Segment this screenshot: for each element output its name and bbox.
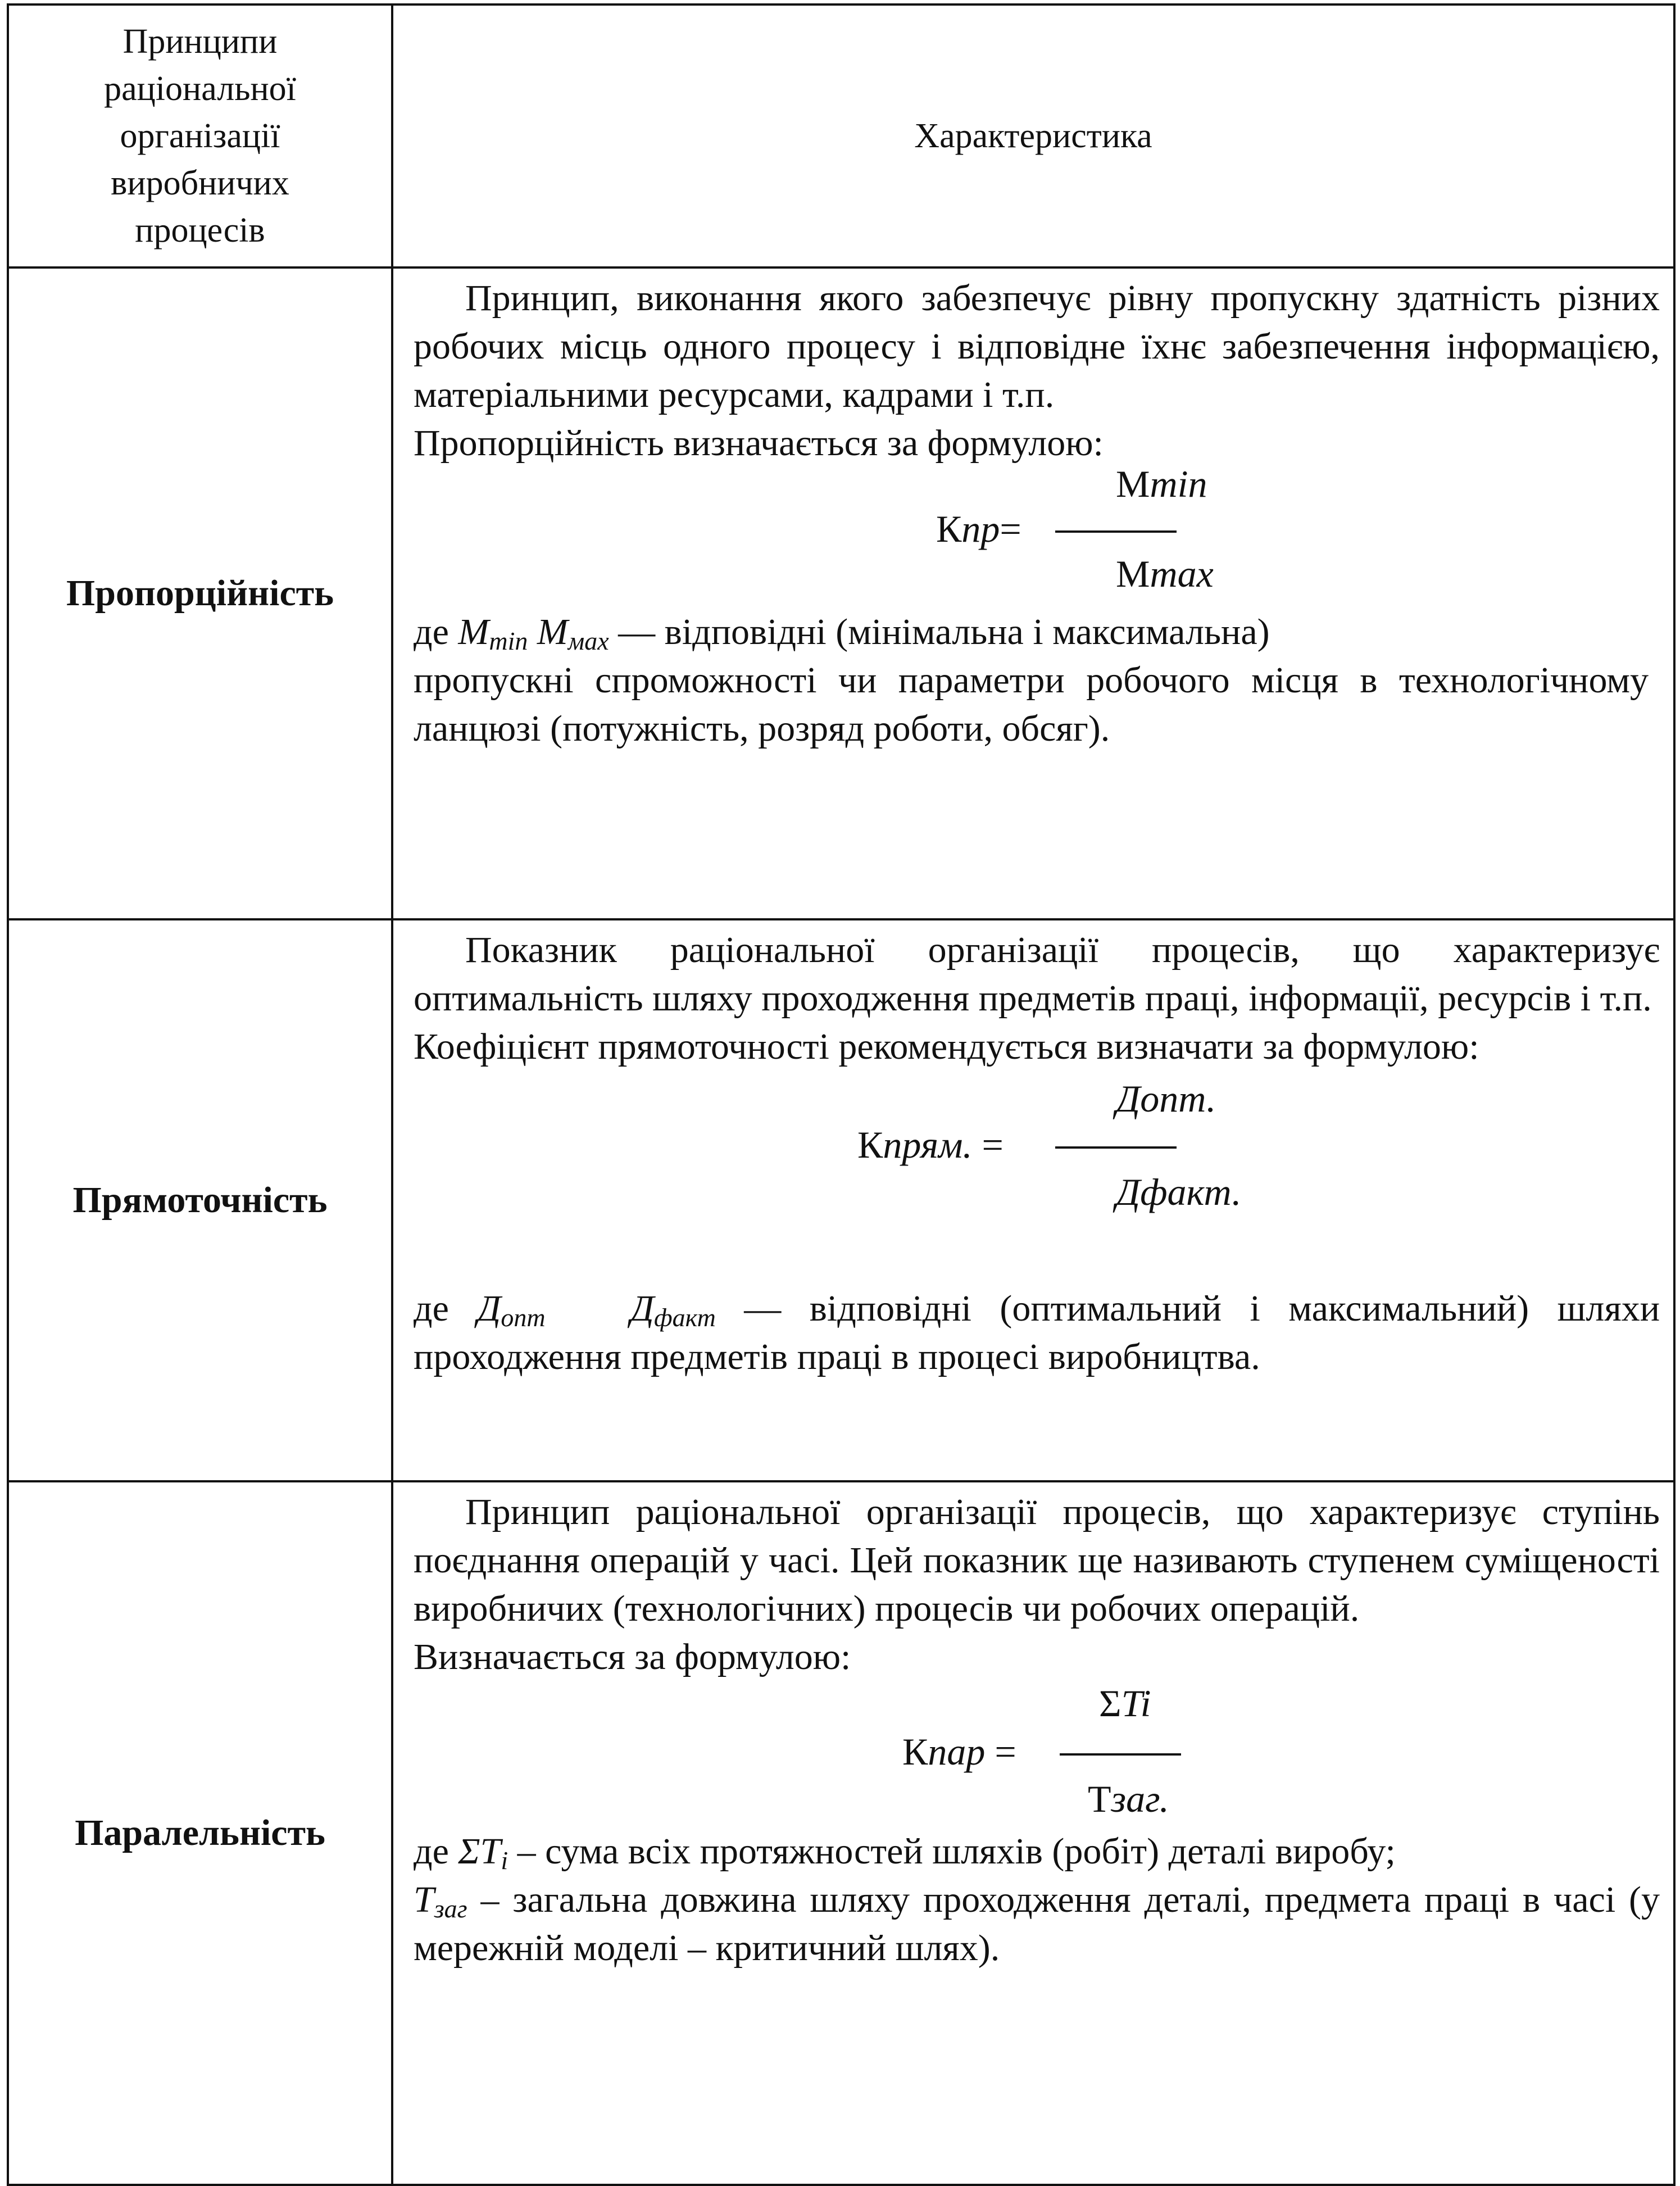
formula-lhs: Кпар = xyxy=(902,1730,1016,1773)
formula-denominator: Дфакт. xyxy=(1116,1171,1242,1213)
principle-label: Паралельність xyxy=(75,1812,325,1853)
formula-lhs: Кпр= xyxy=(936,507,1021,550)
principle-label: Пропорційність xyxy=(66,573,334,614)
header-line: виробничих xyxy=(111,164,289,202)
principle-label-cell xyxy=(8,919,392,1481)
formula xyxy=(414,1681,1660,1827)
spacer xyxy=(414,1223,1660,1285)
where-explanation: де $Д_{опт}$ $Д_{факт}$ — відповідні (оптимальний і максимальний) шляхи проходження предметів праці в процесі виробництва. xyxy=(414,1288,1660,1377)
principle-label-cell xyxy=(8,1481,392,2185)
where-explanation: пропускні спроможності чи параметри робочого місця в технологічному ланцюзі (потужність, розряд роботи, обсяг). xyxy=(414,660,1649,749)
principle-label-cell xyxy=(8,267,392,919)
header-line: процесів xyxy=(135,211,265,250)
formula-intro: Коефіцієнт прямоточності рекомендується визначати за формулою: xyxy=(414,1026,1479,1067)
formula-intro: Визначається за формулою: xyxy=(414,1636,851,1677)
header-line: організації xyxy=(120,117,280,155)
header-line: раціональної xyxy=(104,70,296,108)
characteristic-cell xyxy=(392,1481,1674,2185)
formula xyxy=(414,462,1660,608)
formula-denominator: Мmax xyxy=(1116,552,1214,595)
header-line: Принципи xyxy=(122,22,278,61)
fraction-bar xyxy=(1060,1753,1181,1756)
header-characteristic-cell xyxy=(392,4,1674,267)
where-line: де $M_{min}$ $M_{мах}$ — відповідні (мінімальна і максимальна) xyxy=(414,611,1270,655)
header-characteristic: Характеристика xyxy=(914,116,1152,155)
formula-denominator: Тзаг. xyxy=(1088,1777,1169,1820)
formula xyxy=(414,1071,1660,1223)
table-row xyxy=(8,267,1674,919)
fraction-bar xyxy=(1055,1146,1177,1149)
where-line: $T_{заг}$ – загальна довжина шляху проходження деталі, предмета праці в часі (у мережній моделі – критичний шлях). xyxy=(414,1879,1660,1969)
header-principles-cell xyxy=(8,4,392,267)
table-row xyxy=(8,1481,1674,2185)
principle-label: Прямоточність xyxy=(72,1180,328,1221)
formula-numerator: Допт. xyxy=(1116,1077,1216,1120)
formula-lhs: Кпрям. = xyxy=(857,1123,1004,1166)
header-row xyxy=(8,4,1674,267)
fraction-bar xyxy=(1055,530,1177,533)
formula-numerator: ΣTi xyxy=(1099,1682,1151,1725)
formula-numerator: Мmin xyxy=(1116,462,1207,505)
where-line: де $\Sigma T_i$ – сума всіх протяжностей шляхів (робіт) деталі виробу; xyxy=(414,1831,1396,1875)
principle-description: Принцип раціональної організації процесів, що характеризує ступінь поєднання операцій у часі. Цей показник ще називають ступенем суміщеності виробничих (технологічних) процесів чи робочих операцій. xyxy=(414,1491,1660,1629)
characteristic-cell xyxy=(392,919,1674,1481)
principle-description: Показник раціональної організації процесів, що характеризує оптимальність шляху проходження предметів праці, інформації, ресурсів і т.п. xyxy=(414,929,1660,1019)
formula-intro: Пропорційність визначається за формулою: xyxy=(414,423,1104,464)
characteristic-cell xyxy=(392,267,1674,919)
principle-description: Принцип, виконання якого забезпечує рівну пропускну здатність різних робочих місць одного процесу і відповідне їхнє забезпечення інформацією, матеріальними ресурсами, кадрами і т.п. xyxy=(414,278,1660,415)
principles-table xyxy=(7,3,1676,2186)
table-row xyxy=(8,919,1674,1481)
